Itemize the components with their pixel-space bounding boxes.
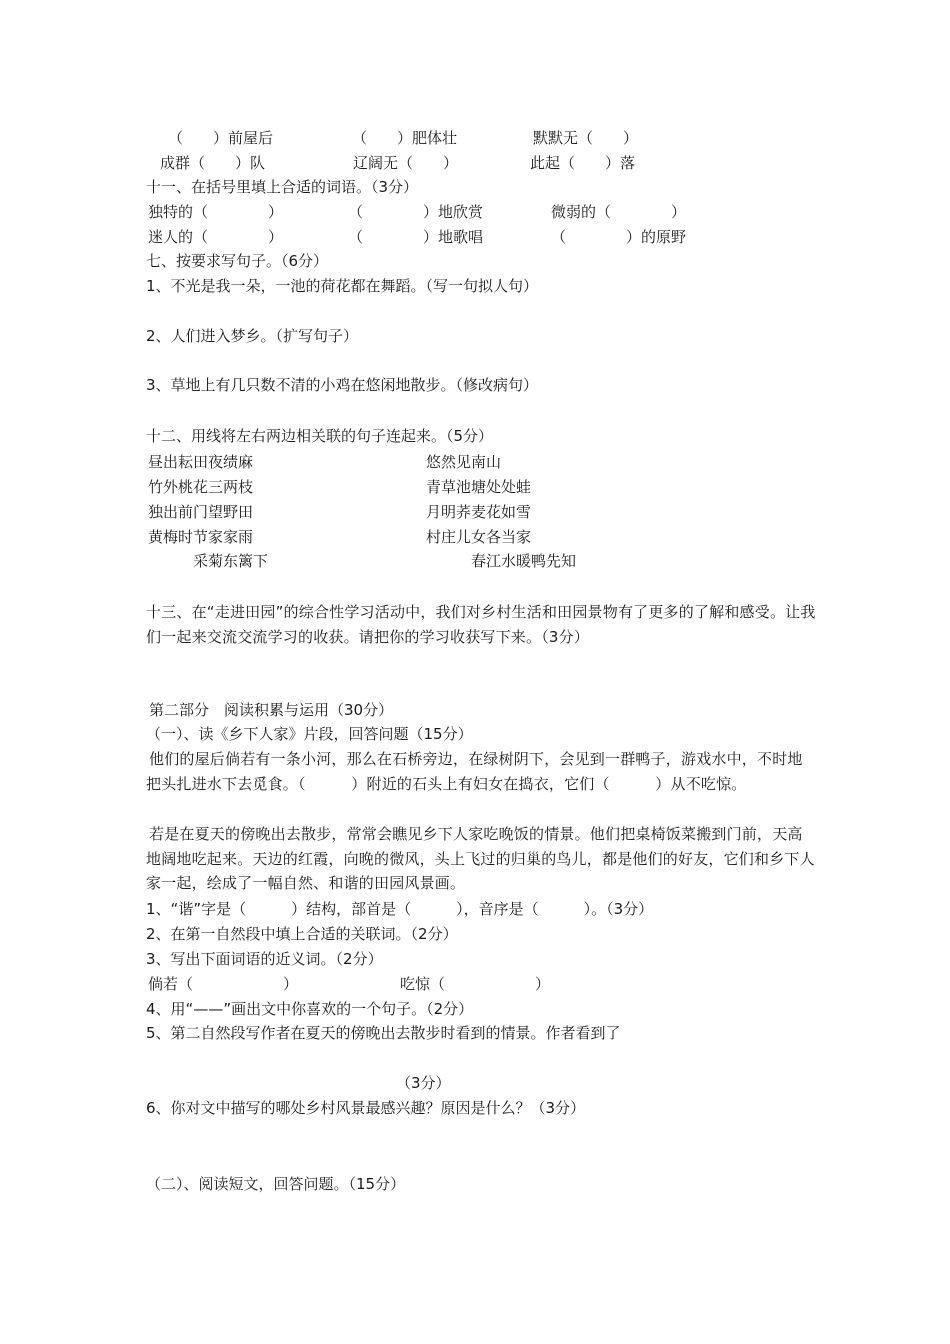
- match-left-2: 竹外桃花三两枝: [148, 478, 254, 496]
- question-11-item-1c: 微弱的（ ）: [551, 203, 687, 221]
- question-7-item-2: 2、人们进入梦乡。（扩写句子）: [146, 327, 359, 345]
- match-right-4: 村庄儿女各当家: [426, 528, 532, 546]
- fill-blank-1c: 默默无（ ）: [533, 129, 639, 147]
- match-right-1: 悠然见南山: [426, 453, 502, 471]
- fill-blank-2a: 成群（ ）队: [160, 154, 266, 172]
- question-7-item-3: 3、草地上有几只数不清的小鸡在悠闲地散步。（修改病句）: [146, 376, 539, 394]
- question-11-item-2b: （ ）地歌唱: [348, 228, 484, 246]
- match-left-4: 黄梅时节家家雨: [148, 528, 254, 546]
- reading-1-q3: 3、写出下面词语的近义词。（2分）: [146, 950, 383, 968]
- fill-blank-1b: （ ）肥体壮: [352, 129, 458, 147]
- question-11-item-1a: 独特的（ ）: [148, 203, 284, 221]
- question-12-heading: 十二、用线将左右两边相关联的句子连起来。（5分）: [146, 427, 494, 445]
- match-right-3: 月明荞麦花如雪: [426, 503, 532, 521]
- reading-1-paragraph-1: 他们的屋后倘若有一条小河，那么在石桥旁边，在绿树阴下，会见到一群鸭子，游戏水中，不时地把头扎进水下去觅食。（ ）附近的石头上有妇女在捣衣，它们（ ）从不吃惊。: [146, 750, 803, 793]
- reading-1-q3-item-b: 吃惊（ ）: [400, 975, 551, 993]
- reading-2-heading: （二）、阅读短文，回答问题。（15分）: [146, 1175, 406, 1193]
- fill-blank-2c: 此起（ ）落: [530, 154, 636, 172]
- question-7-item-1: 1、不光是我一朵，一池的荷花都在舞蹈。（写一句拟人句）: [146, 277, 539, 295]
- reading-1-q4: 4、用“——”画出文中你喜欢的一个句子。（2分）: [146, 1000, 474, 1018]
- match-left-5: 采菊东篱下: [193, 552, 269, 570]
- fill-blank-1a: （ ）前屋后: [168, 129, 274, 147]
- match-left-3: 独出前门望野田: [148, 503, 254, 521]
- reading-1-paragraph-2: 若是在夏天的傍晚出去散步，常常会瞧见乡下人家吃晚饭的情景。他们把桌椅饭菜搬到门前，天高地阔地吃起来。天边的红霞，向晚的微风，头上飞过的归巢的鸟儿，都是他们的好友，它们和乡下人家一起，绘成了一幅自然、和谐的田园风景画。: [146, 825, 815, 892]
- reading-1-q5-score: （3分）: [396, 1074, 451, 1092]
- question-11-item-1b: （ ）地欣赏: [348, 203, 484, 221]
- match-left-1: 昼出耘田夜绩麻: [148, 453, 254, 471]
- question-13: 十三、在“走进田园”的综合性学习活动中，我们对乡村生活和田园景物有了更多的了解和感受。让我们一起来交流交流学习的收获。请把你的学习收获写下来。（3分）: [146, 603, 816, 646]
- reading-1-q2: 2、在第一自然段中填上合适的关联词。（2分）: [146, 925, 458, 943]
- fill-blank-2b: 辽阔无（ ）: [353, 154, 459, 172]
- match-right-5: 春江水暖鸭先知: [471, 552, 577, 570]
- question-7-heading: 七、按要求写句子。（6分）: [146, 252, 329, 270]
- reading-1-heading: （一）、读《乡下人家》片段，回答问题（15分）: [146, 725, 473, 743]
- question-11-item-2a: 迷人的（ ）: [148, 228, 284, 246]
- reading-1-q1: 1、“谐”字是（ ）结构，部首是（ ），音序是（ ）。（3分）: [146, 900, 654, 918]
- reading-1-q6: 6、你对文中描写的哪处乡村风景最感兴趣？原因是什么？（3分）: [146, 1099, 586, 1117]
- question-11-item-2c: （ ）的原野: [551, 228, 687, 246]
- reading-1-q5: 5、第二自然段写作者在夏天的傍晚出去散步时看到的情景。作者看到了: [146, 1024, 621, 1042]
- match-right-2: 青草池塘处处蛙: [426, 478, 532, 496]
- reading-1-q3-item-a: 倘若（ ）: [148, 975, 299, 993]
- question-11-heading: 十一、在括号里填上合适的词语。（3分）: [146, 178, 419, 196]
- part-2-heading: 第二部分 阅读积累与运用（30分）: [149, 701, 394, 719]
